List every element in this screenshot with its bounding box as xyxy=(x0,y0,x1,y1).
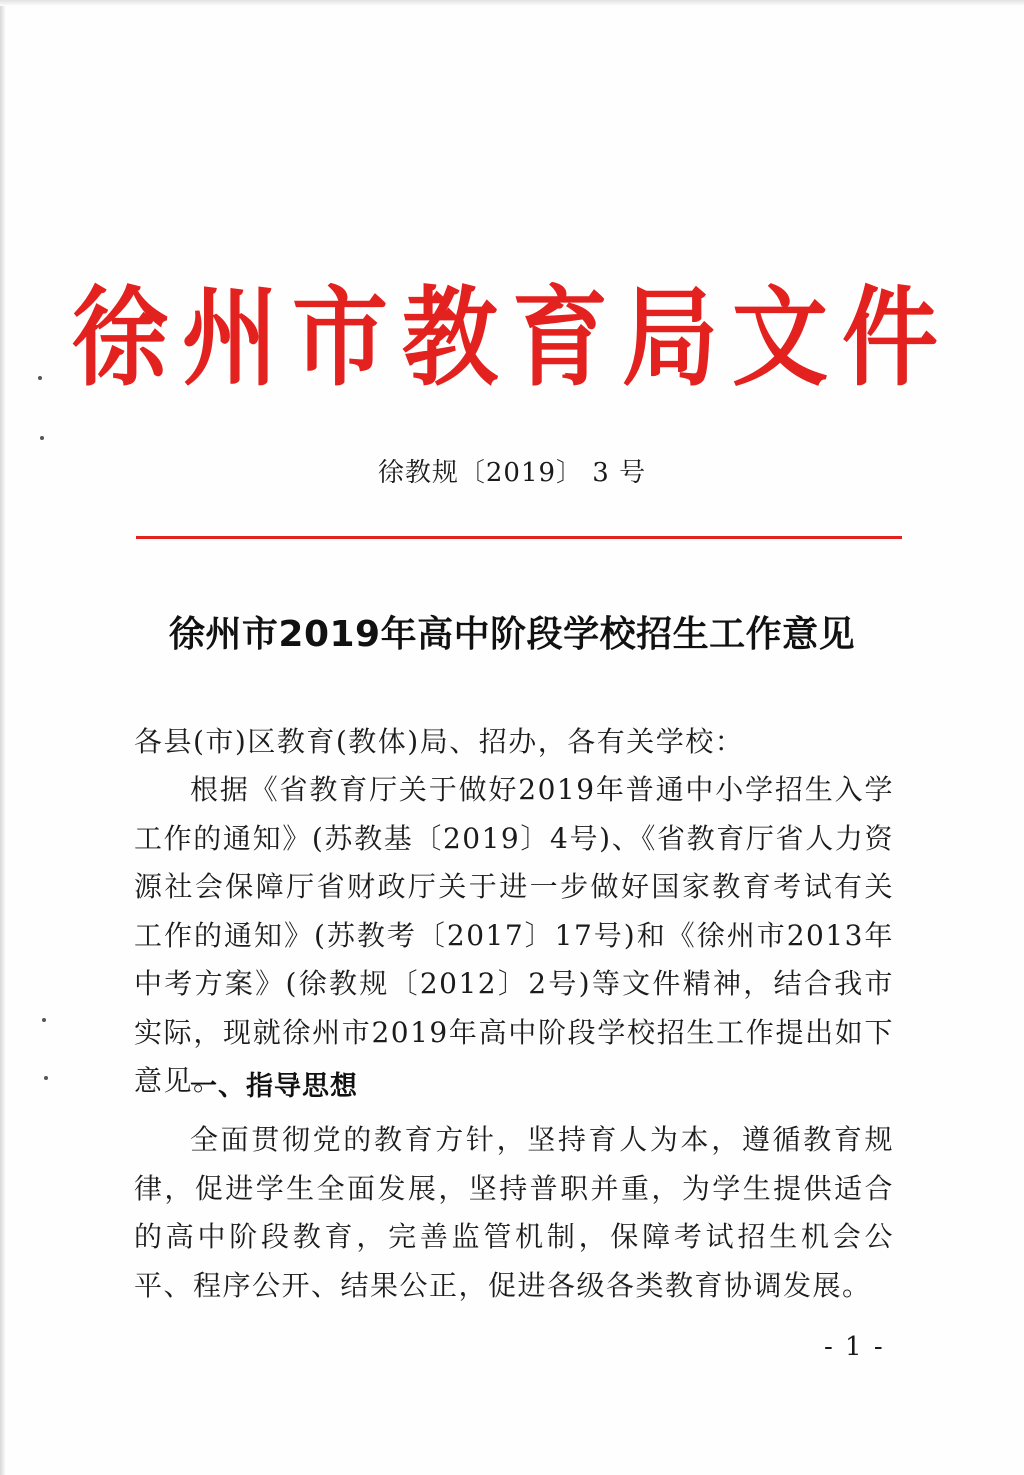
scan-edge-left xyxy=(0,0,6,1475)
page-number: - 1 - xyxy=(824,1332,885,1362)
paragraph-guiding-principles: 全面贯彻党的教育方针，坚持育人为本，遵循教育规律，促进学生全面发展，坚持普职并重，为学生提供适合的高中阶段教育，完善监管机制，保障考试招生机会公平、程序公开、结果公正，促进各级各类教育协调发展。 xyxy=(134,1123,894,1302)
document-title: 徐州市2019年高中阶段学校招生工作意见 xyxy=(168,614,856,655)
scan-speck xyxy=(42,1018,46,1022)
scan-edge-top xyxy=(0,0,1024,6)
red-divider-rule xyxy=(136,536,902,539)
scan-speck xyxy=(40,436,44,440)
section-heading-guiding-principles: 一、指导思想 xyxy=(190,1071,358,1102)
agency-header-title: 徐州市教育局文件 xyxy=(72,275,952,401)
paragraph-basis: 根据《省教育厅关于做好2019年普通中小学招生入学工作的通知》(苏教基〔2019〕4号)、《省教育厅省人力资源社会保障厅省财政厅关于进一步做好国家教育考试有关工作的通知》(苏教考〔2017〕17号)和《徐州市2013年中考方案》(徐教规〔2012〕2号)等文件精神，结合我市实际，现就徐州市2019年高中阶段学校招生工作提出如下意见。 xyxy=(134,773,894,1097)
addressee-line: 各县(市)区教育(教体)局、招办，各有关学校： xyxy=(134,725,745,758)
scan-speck xyxy=(44,1076,48,1080)
document-number: 徐教规〔2019〕 3 号 xyxy=(377,458,647,488)
